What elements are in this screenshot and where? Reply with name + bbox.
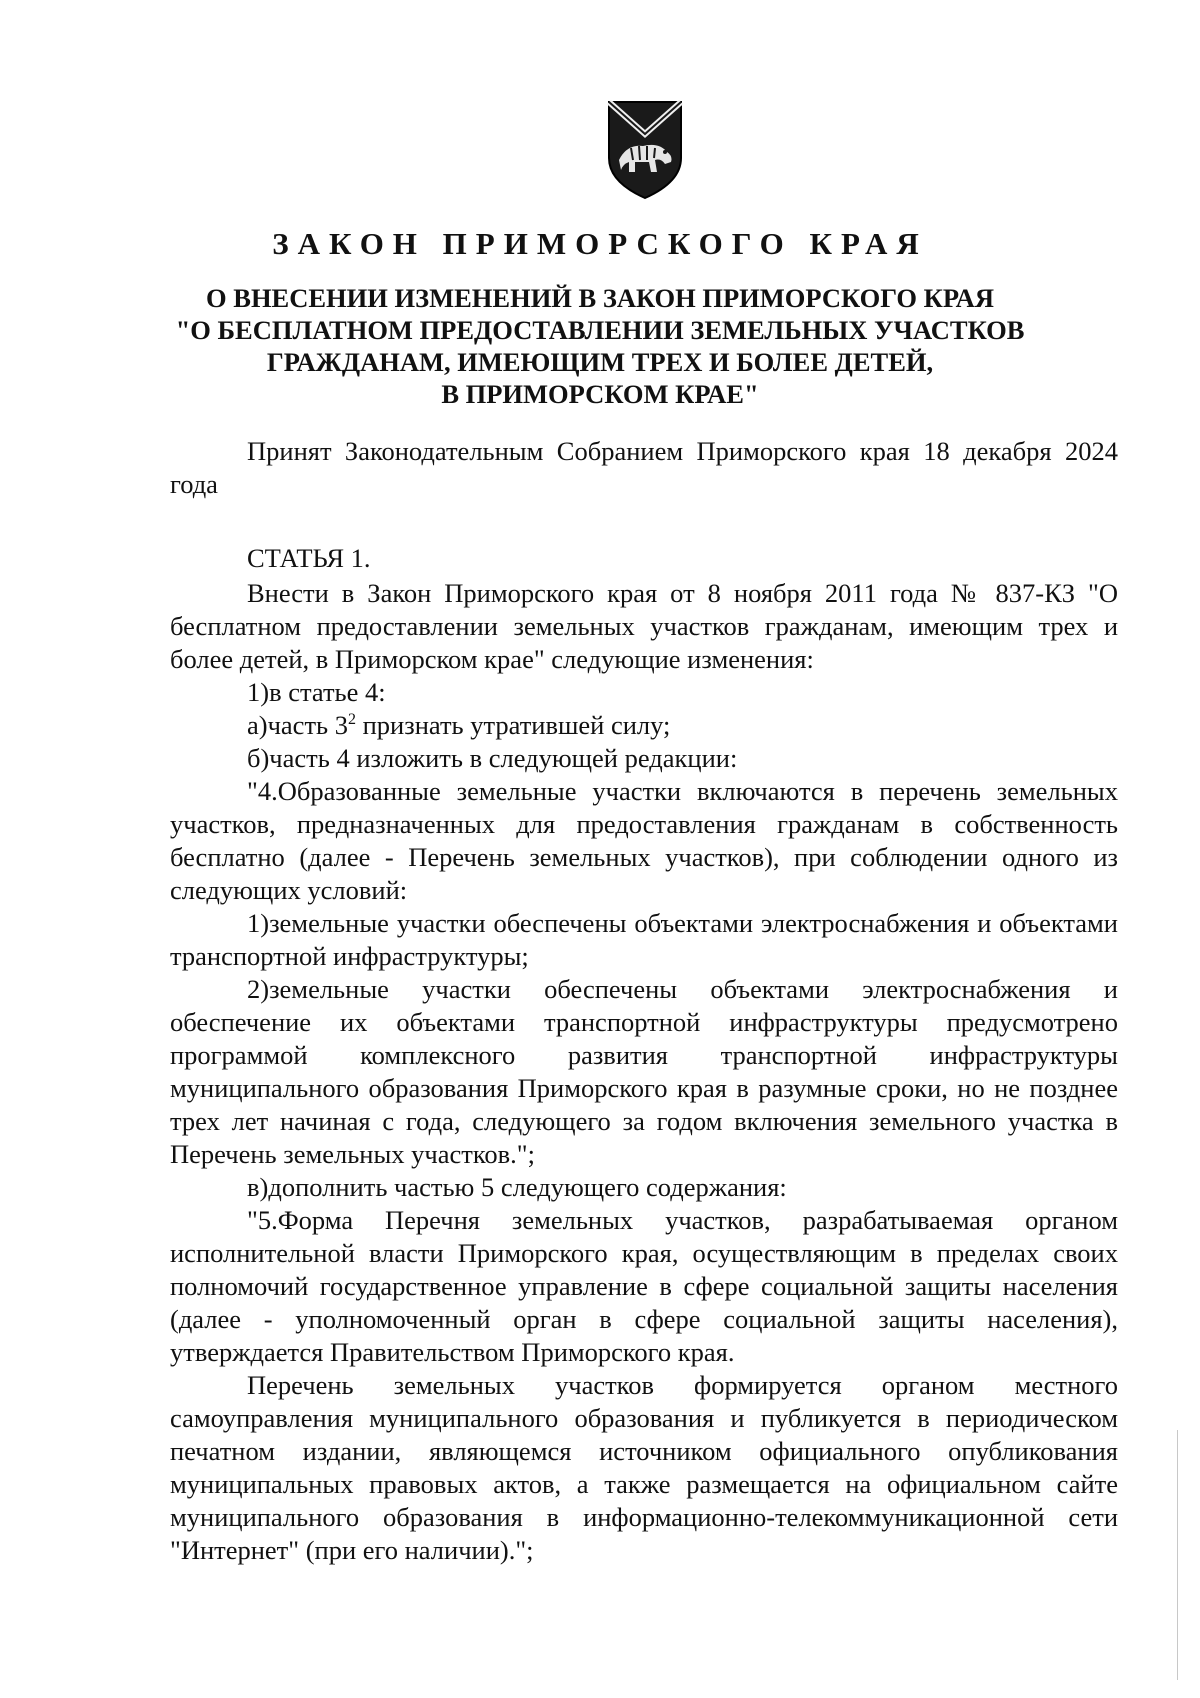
coat-of-arms-emblem	[605, 100, 685, 200]
subtitle-line: О ВНЕСЕНИИ ИЗМЕНЕНИЙ В ЗАКОН ПРИМОРСКОГО КРАЯ	[206, 283, 994, 313]
paragraph: в)дополнить частью 5 следующего содержания:	[247, 1172, 787, 1202]
paragraph: 1)в статье 4:	[247, 677, 386, 707]
subtitle-line: ГРАЖДАНАМ, ИМЕЮЩИМ ТРЕХ И БОЛЕЕ ДЕТЕЙ,	[266, 347, 934, 377]
document-subtitle	[0, 282, 1200, 410]
document-title: ЗАКОН ПРИМОРСКОГО КРАЯ	[272, 226, 928, 261]
paragraph: "5.Форма Перечня земельных участков, разрабатываемая органом исполнительной власти Приморского края, осуществляющим в пределах своих полномочий государственное управление в сфере социальной защиты населения (далее - уполномоченный орган в сфере социальной защиты населения), утверждается Правительством Приморского края.	[170, 1205, 1118, 1367]
item-a-text: а)часть 3	[247, 710, 348, 740]
paragraph: Внести в Закон Приморского края от 8 ноября 2011 года № 837-КЗ "О бесплатном предоставлении земельных участков гражданам, имеющим трех и более детей, в Приморском крае" следующие изменения:	[170, 578, 1118, 674]
paragraph: 2)земельные участки обеспечены объектами электроснабжения и обеспечение их объектами транспортной инфраструктуры предусмотрено программой комплексного развития транспортной инфраструктуры муниципального образования Приморского края в разумные сроки, но не позднее трех лет начиная с года, следующего за годом включения земельного участка в Перечень земельных участков.";	[170, 974, 1118, 1169]
paragraph-item-a	[170, 709, 1118, 742]
item-a-text-end: признать утратившей силу;	[355, 710, 671, 740]
article-heading: СТАТЬЯ 1.	[247, 543, 371, 573]
item-a-superscript: 2	[347, 711, 356, 729]
paragraph: 1)земельные участки обеспечены объектами электроснабжения и объектами транспортной инфраструктуры;	[170, 908, 1118, 971]
paragraph: "4.Образованные земельные участки включаются в перечень земельных участков, предназначенных для предоставления гражданам в собственность бесплатно (далее - Перечень земельных участков), при соблюдении одного из следующих условий:	[170, 776, 1118, 905]
document-body	[170, 435, 1118, 1567]
paragraph: б)часть 4 изложить в следующей редакции:	[247, 743, 738, 773]
scan-edge-line	[1177, 1430, 1178, 1680]
subtitle-line: В ПРИМОРСКОМ КРАЕ"	[441, 379, 759, 409]
subtitle-line: "О БЕСПЛАТНОМ ПРЕДОСТАВЛЕНИИ ЗЕМЕЛЬНЫХ УЧАСТКОВ	[175, 315, 1025, 345]
paragraph: Перечень земельных участков формируется органом местного самоуправления муниципального образования и публикуется в периодическом печатном издании, являющемся источником официального опубликования муниципальных правовых актов, а также размещается на официальном сайте муниципального образования в информационно-телекоммуникационной сети "Интернет" (при его наличии).";	[170, 1370, 1118, 1565]
adoption-note: Принят Законодательным Собранием Приморского края 18 декабря 2024 года	[170, 436, 1118, 499]
